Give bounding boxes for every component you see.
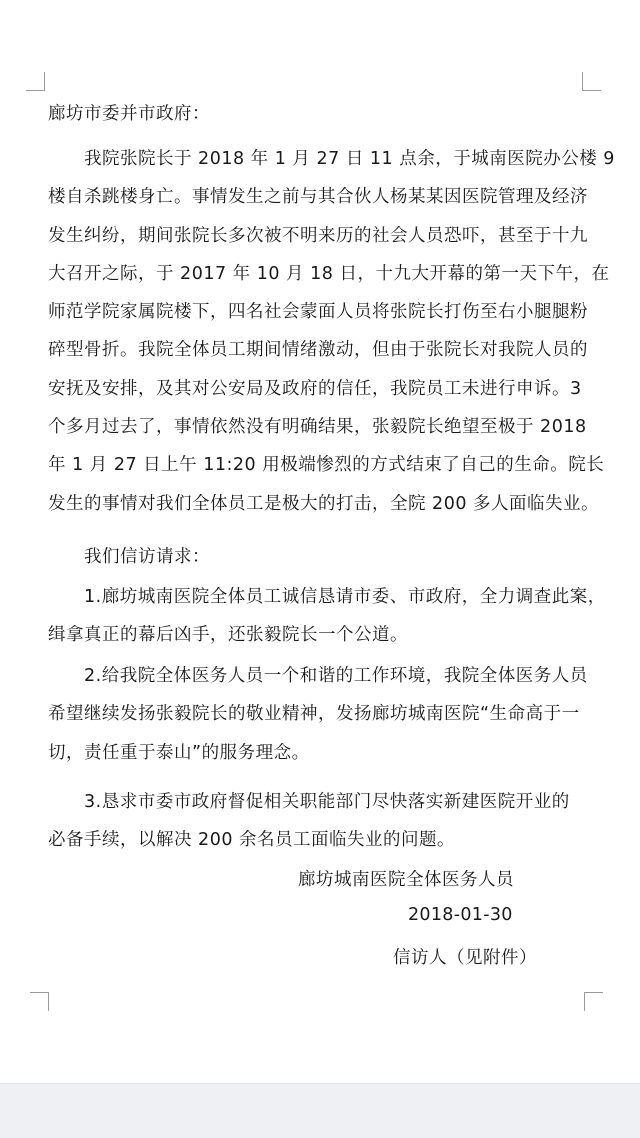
paragraph-line: 楼自杀跳楼身亡。事情发生之前与其合伙人杨某某因医院管理及经济 xyxy=(48,187,588,208)
signature-organization: 廊坊城南医院全体医务人员 xyxy=(298,870,514,890)
letter-salutation: 廊坊市委并市政府： xyxy=(48,104,210,124)
paragraph-line: 2.给我院全体医务人员一个和谐的工作环境，我院全体医务人员 xyxy=(48,666,588,686)
paragraph-line: 发生的事情对我们全体员工是极大的打击，全院 200 多人面临失业。 xyxy=(48,493,600,514)
request-2 xyxy=(48,657,593,772)
paragraph-line: 年 1 月 27 日上午 11:20 用极端惨烈的方式结束了自己的生命。院长 xyxy=(48,455,605,476)
paragraph-line: 缉拿真正的幕后凶手，还张毅院长一个公道。 xyxy=(48,625,408,646)
viewer-bottom-bar xyxy=(0,1083,640,1138)
paragraph-line: 安抚及安排，及其对公安局及政府的信任，我院员工未进行申诉。3 xyxy=(48,378,582,399)
paragraph-line: 大召开之际，于 2017 年 10 月 18 日，十九大开幕的第一天下午，在 xyxy=(48,263,610,284)
paragraph-line: 碎型骨折。我院全体员工期间情绪激动，但由于张院长对我院人员的 xyxy=(48,340,588,361)
signature-petitioner: 信访人（见附件） xyxy=(393,948,537,968)
paragraph-line: 个多月过去了，事情依然没有明确结果，张毅院长绝望至极于 2018 xyxy=(48,417,587,438)
request-3 xyxy=(48,783,593,860)
paragraph-line: 我院张院长于 2018 年 1 月 27 日 11 点余，于城南医院办公楼 9 xyxy=(48,149,615,169)
paragraph-incident xyxy=(48,140,615,523)
requests-heading: 我们信访请求： xyxy=(48,547,210,567)
paragraph-line: 3.恳求市委市政府督促相关职能部门尽快落实新建医院开业的 xyxy=(48,792,570,812)
request-1 xyxy=(48,578,606,655)
paragraph-line: 师范学院家属院楼下，四名社会蒙面人员将张院长打伤至右小腿腿粉 xyxy=(48,302,588,323)
margin-corner-top-left xyxy=(26,72,45,91)
paragraph-line: 切，责任重于泰山”的服务理念。 xyxy=(48,742,310,763)
paragraph-line: 希望继续发扬张毅院长的敬业精神，发扬廊坊城南医院“生命高于一 xyxy=(48,704,580,725)
margin-corner-top-right xyxy=(582,72,601,91)
signature-date: 2018-01-30 xyxy=(408,905,513,925)
margin-corner-bottom-left xyxy=(30,992,49,1011)
paragraph-line: 1.廊坊城南医院全体员工诚信恳请市委、市政府，全力调查此案， xyxy=(48,587,606,607)
paragraph-line: 必备手续，以解决 200 余名员工面临失业的问题。 xyxy=(48,830,456,851)
paragraph-line: 发生纠纷，期间张院长多次被不明来历的社会人员恐吓，甚至于十九 xyxy=(48,225,588,246)
margin-corner-bottom-right xyxy=(584,992,603,1011)
